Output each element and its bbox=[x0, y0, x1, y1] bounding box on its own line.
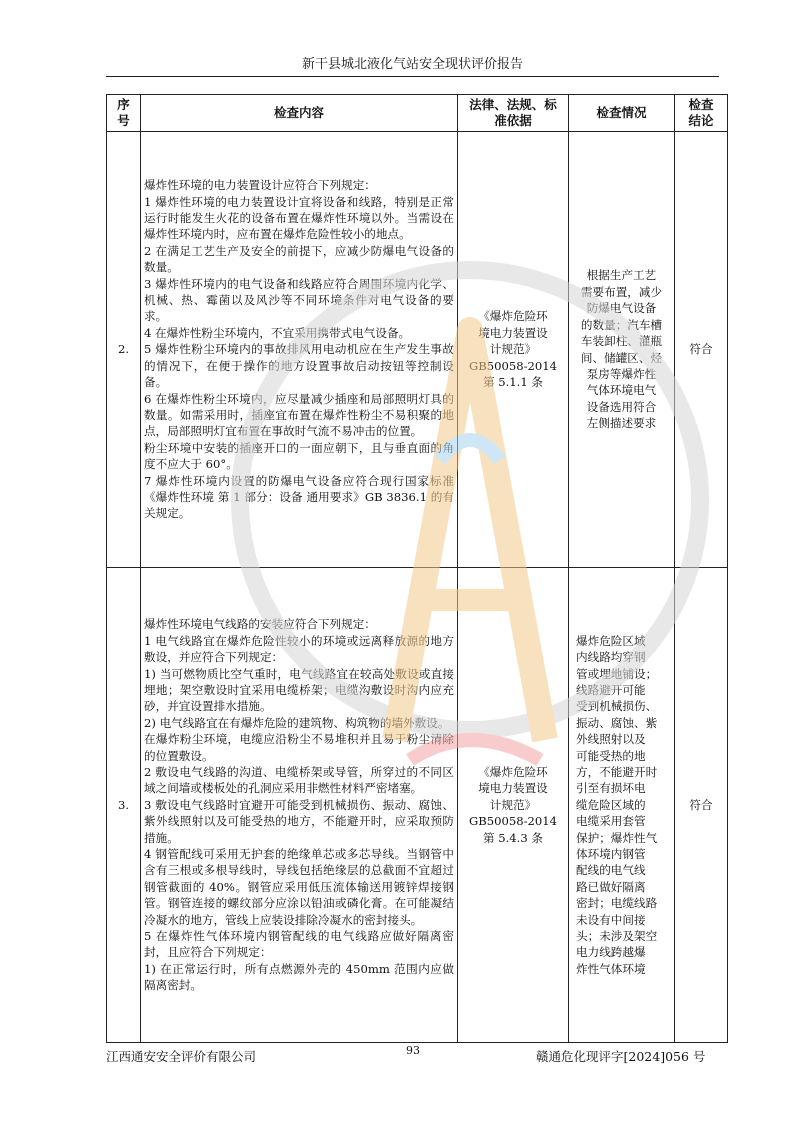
table-row bbox=[107, 568, 728, 1043]
footer-company: 江西通安安全评价有限公司 bbox=[106, 1049, 257, 1064]
row-content: 爆炸性环境的电力装置设计应符合下列规定： 1 爆炸性环境的电力装置设计宜将设备和线路，特别是正常运行时能发生火花的设备布置在爆炸性环境以外。当需设在爆炸性环境内时，应布置在爆炸危险性较小的地点。 2 在满足工艺生产及安全的前提下，应减少防爆电气设备的数量。 3 爆炸性环境内的电气设备和线路应符合周围环境内化学、机械、热、霉菌以及风沙等不同环境条件对电气设备的要求。 4 在爆炸性粉尘环境内，不宜采用携带式电气设备。 5 爆炸性粉尘环境内的事故排风用电动机应在生产发生事故的情况下，在便于操作的地方设置事故启动按钮等控制设备。 6 在爆炸性粉尘环境内，应尽量减少插座和局部照明灯具的数量。如需采用时，插座宜布置在爆炸性粉尘不易积聚的地点，局部照明灯宜布置在事故时气流不易冲击的位置。 粉尘环境中安装的插座开口的一面应朝下，且与垂直面的角度不应大于 60°。 7 爆炸性环境内设置的防爆电气设备应符合现行国家标准《爆炸性环境 第 1 部分：设备 通用要求》GB 3836.1 的有关规定。 bbox=[141, 132, 458, 568]
table-row bbox=[107, 132, 728, 568]
row-check: 爆炸危险区域 内线路均穿钢 管或埋地铺设； 线路避开可能 受到机械损伤、 振动、腐蚀、紫 外线照射以及 可能受热的地 方，不能避开时 引至有损坏电 缆危险区域的 电缆采用套管 保护；爆炸性气 体环境内钢管 配线的电气线 路已做好隔离 密封；电缆线路 未设有中间接 头；未涉及架空 电力线跨越爆 炸性气体环境 bbox=[569, 568, 675, 1043]
row-seq: 3. bbox=[107, 568, 141, 1043]
inspection-table bbox=[106, 94, 728, 1043]
header-seq: 序 号 bbox=[107, 95, 141, 132]
row-result: 符合 bbox=[675, 132, 728, 568]
header-divider bbox=[106, 76, 719, 77]
page-header-title: 新干县城北液化气站安全现状评价报告 bbox=[301, 57, 523, 72]
footer-page-number: 93 bbox=[406, 1044, 420, 1057]
header-check: 检查情况 bbox=[569, 95, 675, 132]
header-content: 检查内容 bbox=[141, 95, 458, 132]
header-result: 检查 结论 bbox=[675, 95, 728, 132]
row-result: 符合 bbox=[675, 568, 728, 1043]
header-basis: 法律、法规、标 准依据 bbox=[458, 95, 569, 132]
table-header-row bbox=[107, 95, 728, 132]
row-seq: 2. bbox=[107, 132, 141, 568]
row-content: 爆炸性环境电气线路的安装应符合下列规定： 1 电气线路宜在爆炸危险性较小的环境或远离释放源的地方敷设，并应符合下列规定： 1) 当可燃物质比空气重时，电气线路宜在较高处敷设或直接埋地；架空敷设时宜采用电缆桥架；电缆沟敷设时沟内应充砂，并宜设置排水措施。 2) 电气线路宜在有爆炸危险的建筑物、构筑物的墙外敷设。 在爆炸粉尘环境，电缆应沿粉尘不易堆积并且易于粉尘清除的位置敷设。 2 敷设电气线路的沟道、电缆桥架或导管，所穿过的不同区域之间墙或楼板处的孔洞应采用非燃性材料严密堵塞。 3 敷设电气线路时宜避开可能受到机械损伤、振动、腐蚀、紫外线照射以及可能受热的地方，不能避开时，应采取预防措施。 4 钢管配线可采用无护套的绝缘单芯或多芯导线。当钢管中含有三根或多根导线时，导线包括绝缘层的总截面不宜超过钢管截面的 40%。钢管应采用低压流体输送用镀锌焊接钢管。钢管连接的螺纹部分应涂以铅油或磷化膏。在可能凝结冷凝水的地方，管线上应装设排除冷凝水的密封接头。 5 在爆炸性气体环境内钢管配线的电气线路应做好隔离密封，且应符合下列规定： 1) 在正常运行时，所有点燃源外壳的 450mm 范围内应做隔离密封。 bbox=[141, 568, 458, 1043]
row-basis: 《爆炸危险环 境电力装置设 计规范》 GB50058-2014 第 5.1.1 条 bbox=[458, 132, 569, 568]
row-basis: 《爆炸危险环 境电力装置设 计规范》 GB50058-2014 第 5.4.3 条 bbox=[458, 568, 569, 1043]
footer-report-number: 赣通危化现评字[2024]056 号 bbox=[536, 1049, 706, 1064]
row-check: 根据生产工艺 需要布置，减少 防爆电气设备 的数量；汽车槽 车装卸柱、灌瓶 间、储罐区、烃 泵房等爆炸性 气体环境电气 设备选用符合 左侧描述要求 bbox=[569, 132, 675, 568]
